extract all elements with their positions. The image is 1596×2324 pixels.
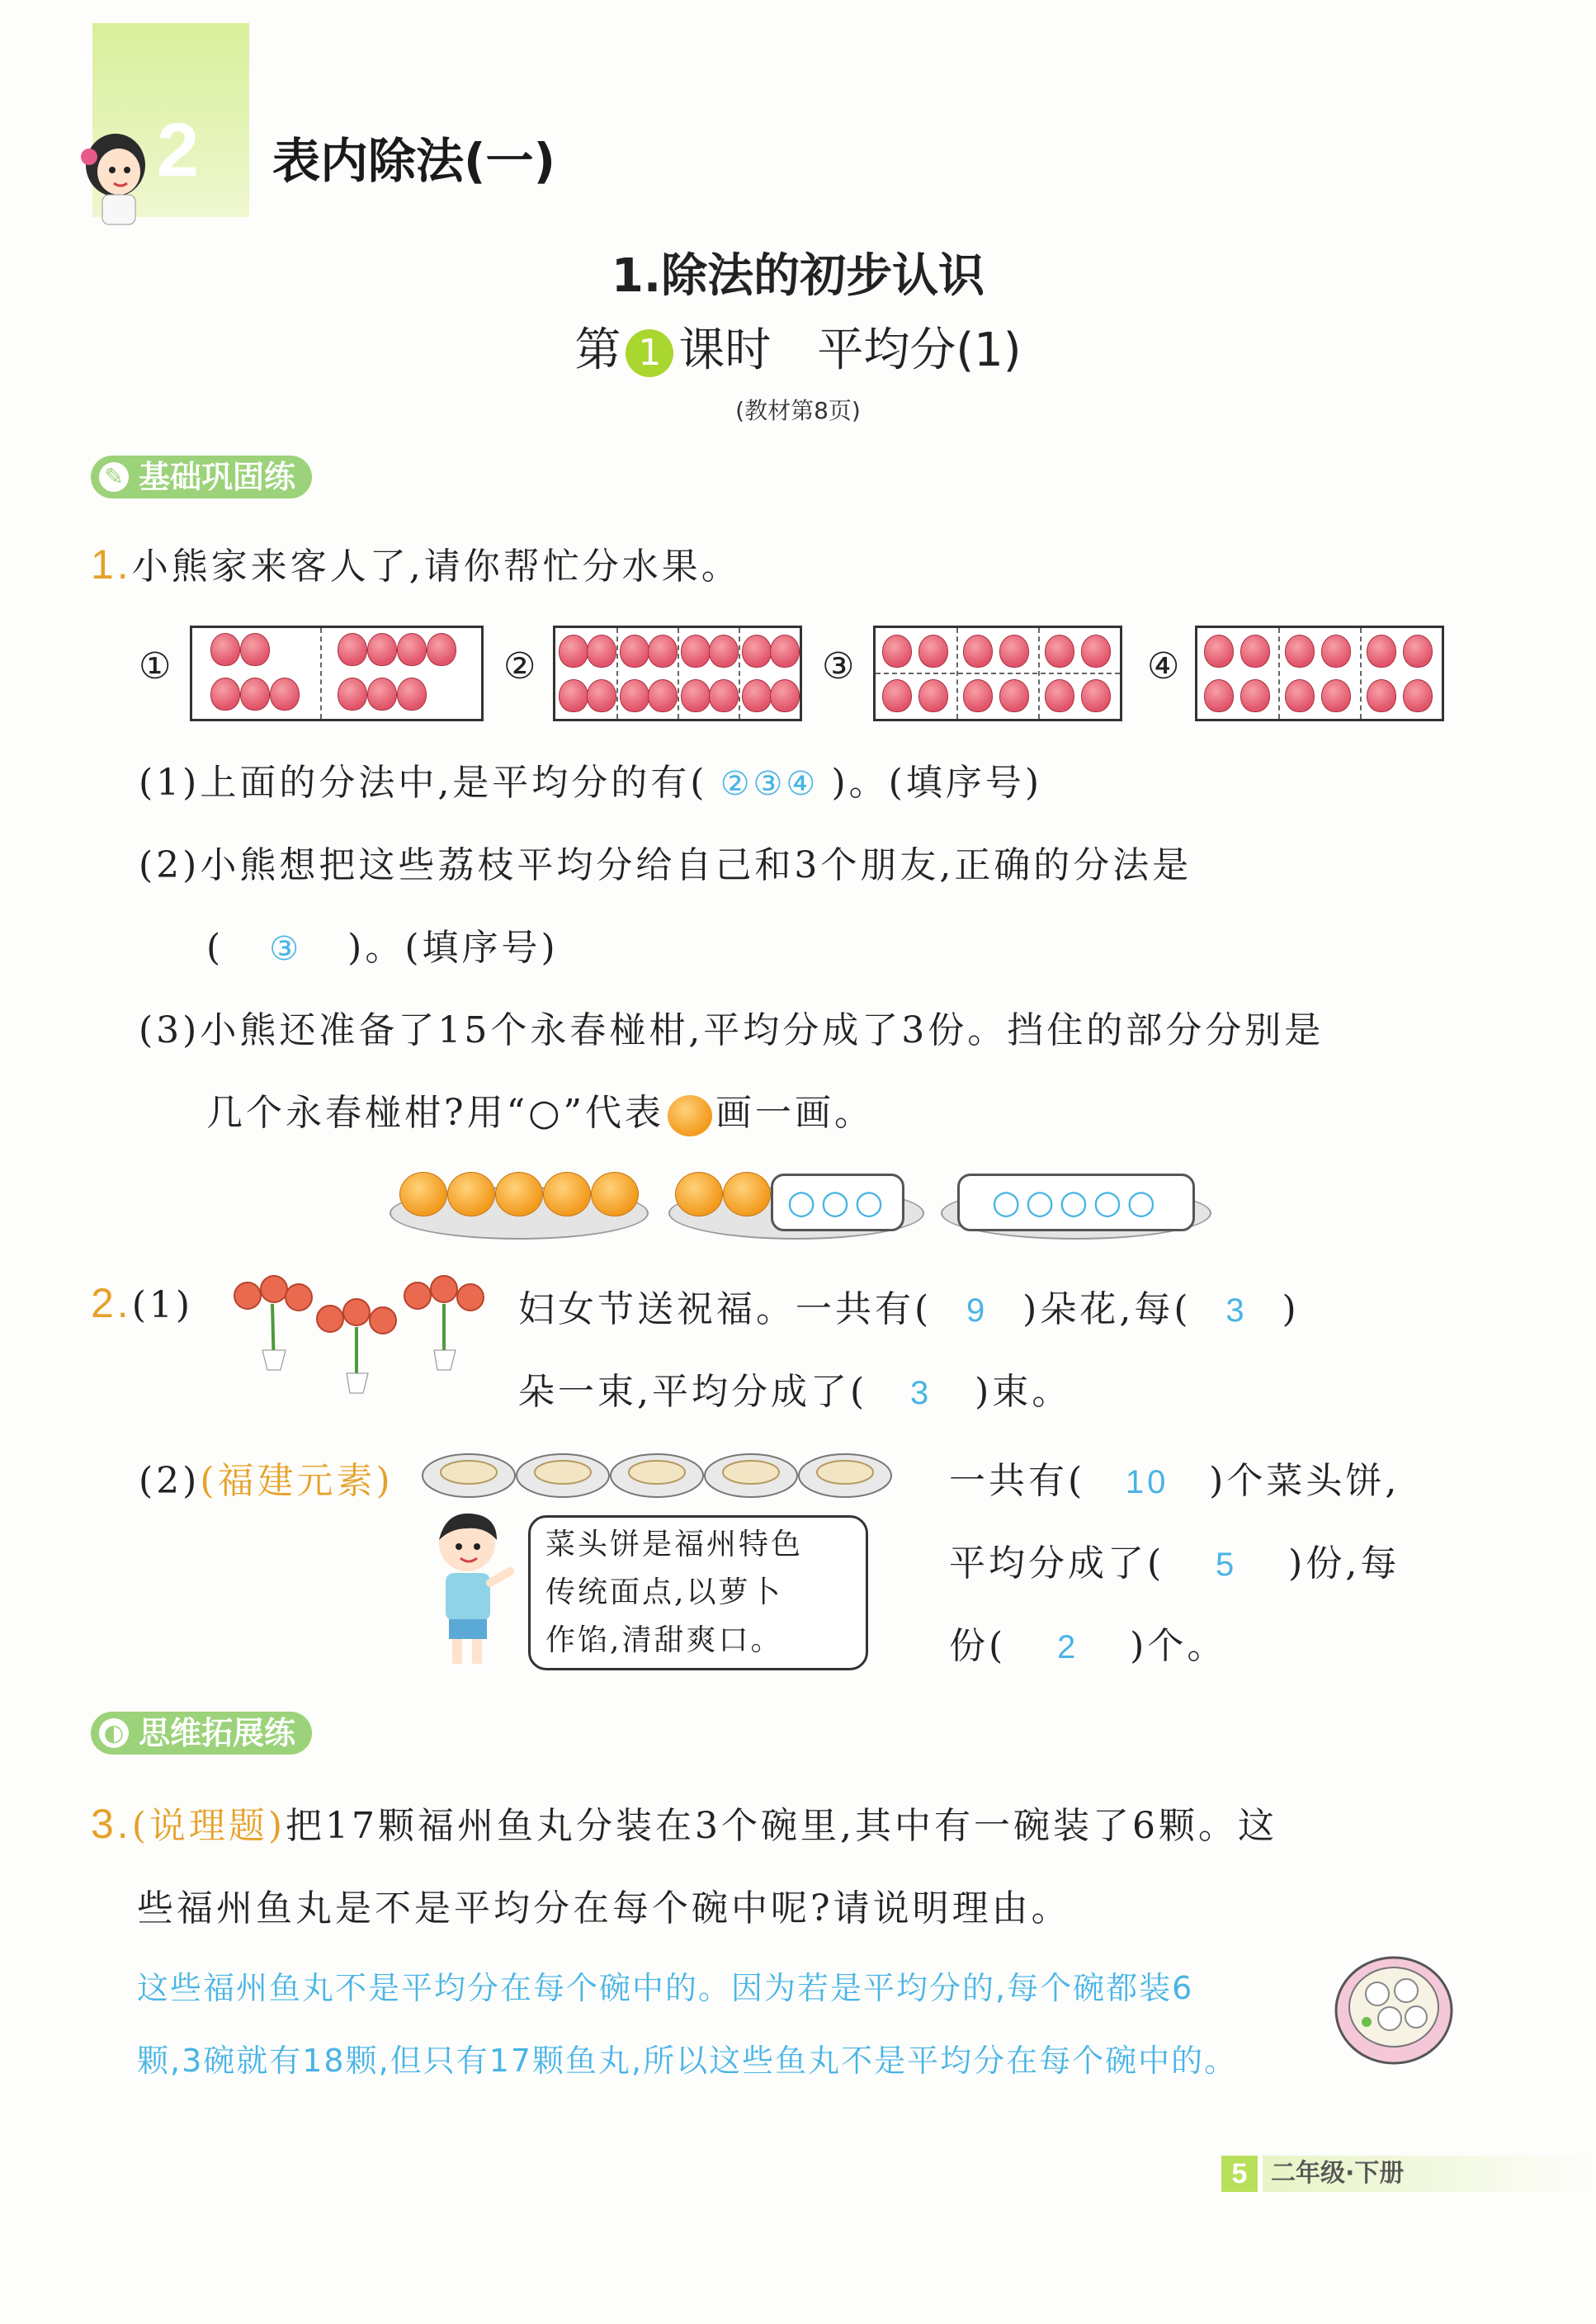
q1-part1 [139,753,1042,805]
lychee-icon [240,633,270,666]
lychee-icon [1045,679,1074,712]
lychee-icon [770,635,800,668]
q2-part1-l1c: ) [1282,1288,1300,1330]
basic-practice-banner [91,456,312,498]
lychee-icon [338,678,367,711]
lychee-icon [1240,679,1270,712]
q1-number: 1. [91,541,132,588]
q1-part1-end: )。(填序号) [831,762,1042,804]
lychee-icon [963,635,993,668]
q2-part1-l2b: )束。 [975,1371,1072,1413]
q1-part1-answer: ②③④ [720,766,819,802]
option-3-label: ③ [822,645,855,687]
textbook-page-ref: (教材第8页) [735,397,861,424]
q2-part1-l2a: 朵一束,平均分成了( [518,1371,868,1413]
lychee-icon [338,633,367,666]
lychee-box-2 [553,626,802,721]
q2-part2-l1b: )个菜头饼, [1209,1460,1400,1502]
lychee-icon [648,635,678,668]
q2-part2-l3a: 份( [949,1625,1007,1667]
lesson-prefix: 第 [574,324,621,377]
q1-part2-answer: ③ [269,931,303,967]
lychee-icon [1403,679,1433,712]
lychee-icon [1045,635,1074,668]
lychee-icon [587,679,616,712]
q2-label [91,1279,193,1327]
q2-part2-tag: (福建元素) [200,1460,394,1502]
lychee-icon [1204,679,1234,712]
q2-part2-l1a: 一共有( [949,1460,1086,1502]
lychee-box-1 [190,626,484,721]
option-1-label: ① [139,645,172,687]
lychee-icon [770,679,800,712]
extend-practice-label: 思维拓展练 [139,1715,296,1751]
extend-practice-banner [91,1712,312,1755]
unit-title: 表内除法(一) [272,133,556,189]
q1-part3-line2 [206,1083,874,1136]
lychee-icon [918,679,948,712]
q1-part2-open: ( [206,927,224,969]
q2-part2-label: (2) [139,1460,201,1502]
plate-3-answer-box: ○○○○○ [957,1174,1195,1231]
fishball-bowl-illustration [1332,1953,1456,2068]
q2-part1-label: (1) [131,1284,194,1326]
lychee-icon [742,635,772,668]
q2-part1-answer1: 9 [966,1292,989,1329]
flower-bouquets-illustration [223,1271,495,1395]
lychee-icon [1403,635,1433,668]
grade-label: 二年级·下册 [1271,2159,1405,2188]
lychee-icon [681,679,711,712]
q2-part1-line1 [518,1279,1300,1332]
q2-part1-line2 [518,1362,1071,1415]
q3-number: 3. [91,1801,132,1847]
lychee-icon [1321,635,1351,668]
q3-answer-line1: 这些福州鱼丸不是平均分在每个碗中的。因为若是平均分的,每个碗都装6 [137,1970,1194,2006]
lychee-icon [1081,635,1111,668]
q2-part2-label-line [139,1451,394,1504]
q2-part2-l2b: )份,每 [1288,1542,1400,1585]
lychee-icon [559,635,588,668]
lychee-icon [620,635,649,668]
q2-part2-answer3: 2 [1057,1629,1079,1665]
option-4-label: ④ [1147,645,1180,687]
lychee-icon [367,633,397,666]
lychee-icon [1240,635,1270,668]
q2-part2-answer1: 10 [1125,1464,1169,1500]
orange-group-1 [399,1172,647,1221]
q3-line2: 些福州鱼丸是不是平均分在每个碗中呢?请说明理由。 [137,1887,1071,1930]
q2-part2-line1 [949,1451,1400,1504]
lychee-box-4 [1195,626,1444,721]
section-title: 1.除法的初步认识 [611,249,985,303]
q1-part2-end: )。(填序号) [347,927,559,969]
lychee-icon [397,633,427,666]
q2-number: 2. [91,1280,132,1326]
q3-answer-line2: 颗,3碗就有18颗,但只有17颗鱼丸,所以这些鱼丸不是平均分在每个碗中的。 [137,2043,1238,2079]
lychee-icon [709,679,739,712]
lychee-icon [709,635,739,668]
lychee-icon [1204,635,1234,668]
basic-practice-label: 基础巩固练 [139,459,296,495]
lychee-icon [963,679,993,712]
lychee-icon [1081,679,1111,712]
q1-stem [91,536,741,589]
lychee-icon [367,678,397,711]
q2-part2-l2a: 平均分成了( [949,1542,1165,1585]
lychee-icon [648,679,678,712]
girl-mascot [73,124,155,231]
lychee-icon [1285,679,1315,712]
unit-number: 2 [157,108,200,192]
q2-part2-line3 [949,1616,1226,1669]
q2-part1-answer2: 3 [1225,1292,1248,1329]
lychee-icon [240,678,270,711]
page-number: 5 [1221,2156,1258,2192]
q2-part2-answer2: 5 [1216,1547,1238,1583]
q1-part1-text: (1)上面的分法中,是平均分的有( [139,762,708,804]
lychee-icon [397,678,427,711]
lychee-icon [882,635,912,668]
lychee-icon [1321,679,1351,712]
lychee-icon [210,633,240,666]
lychee-icon [999,635,1029,668]
lychee-icon [559,679,588,712]
lesson-suffix: 课时 平均分(1) [678,324,1022,377]
q1-text: 小熊家来客人了,请你帮忙分水果。 [131,546,741,588]
q3-tag: (说理题) [131,1805,286,1847]
q1-part2-line1: (2)小熊想把这些荔枝平均分给自己和3个朋友,正确的分法是 [139,844,1192,886]
lychee-icon [427,633,456,666]
q2-part2-l3b: )个。 [1130,1625,1227,1667]
lesson-title [0,314,1596,380]
lychee-icon [620,679,649,712]
speech-bubble [528,1515,868,1670]
boy-character [421,1507,520,1672]
q1-part2-line2 [206,918,559,971]
q1-part3-line1: (3)小熊还准备了15个永春椪柑,平均分成了3份。挡住的部分分别是 [139,1009,1324,1051]
lychee-box-3 [873,626,1122,721]
q2-part2-line2 [949,1533,1400,1586]
bubble-line-1: 菜头饼是福州特色 [545,1528,804,1561]
pencil-icon: ✎ [99,462,129,492]
lychee-icon [1367,679,1396,712]
cake-plates-illustration [421,1444,900,1502]
lychee-icon [1367,635,1396,668]
lychee-icon [587,635,616,668]
brain-icon: ◐ [99,1718,129,1748]
orange-icon [668,1095,712,1136]
q2-part1-l1a: 妇女节送祝福。一共有( [518,1288,933,1330]
lychee-icon [270,678,300,711]
bubble-line-2: 传统面点,以萝卜 [545,1575,783,1609]
lesson-number-badge: 1 [626,329,673,377]
lychee-icon [1285,635,1315,668]
q1-part3-line2a: 几个永春椪柑?用“○”代表 [206,1092,664,1134]
lychee-icon [918,635,948,668]
option-2-label: ② [503,645,536,687]
q3-line1 [91,1796,1277,1849]
plate-2-answer-box: ○○○ [771,1174,904,1231]
q3-line1-text: 把17颗福州鱼丸分装在3个碗里,其中有一碗装了6颗。这 [286,1805,1278,1847]
orange-group-2 [675,1172,774,1221]
lychee-icon [882,679,912,712]
lychee-icon [210,678,240,711]
q1-part3-line2b: 画一画。 [715,1092,874,1134]
q2-part1-answer3: 3 [910,1375,933,1411]
bubble-line-3: 作馅,清甜爽口。 [545,1623,783,1657]
lychee-icon [742,679,772,712]
lychee-icon [681,635,711,668]
lychee-icon [999,679,1029,712]
q2-part1-l1b: )朵花,每( [1022,1288,1192,1330]
